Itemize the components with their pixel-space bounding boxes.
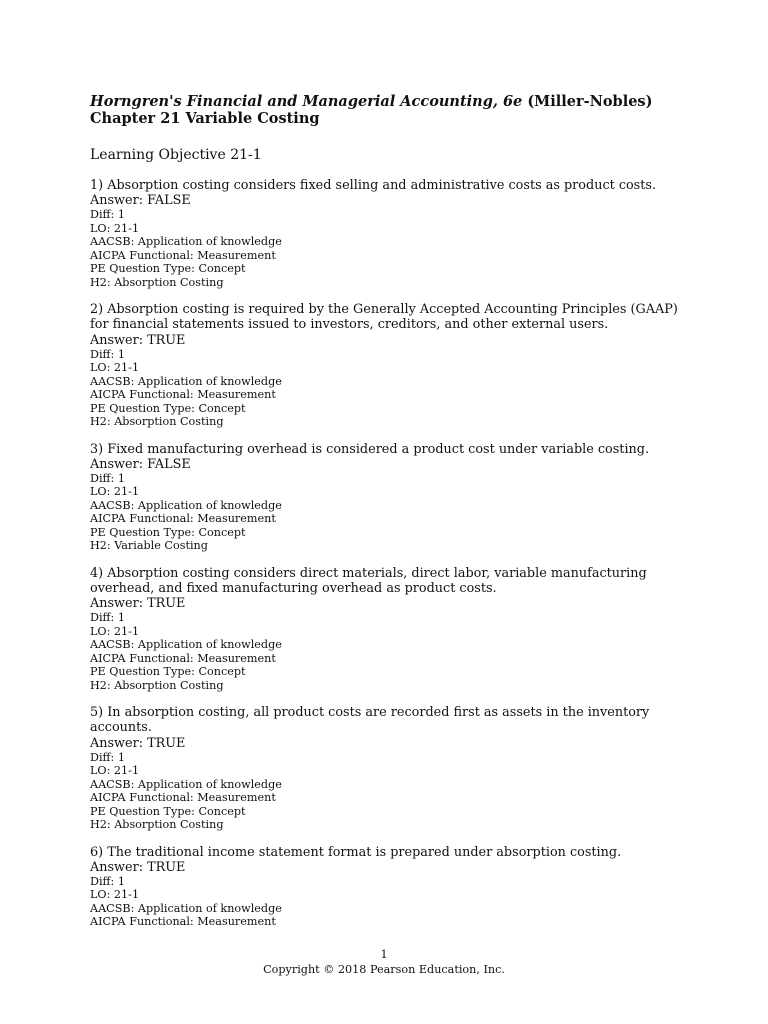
book-title-line: [90, 93, 690, 110]
question-answer: Answer: FALSE: [90, 456, 191, 472]
question-meta-line: H2: Absorption Costing: [90, 275, 224, 289]
question-text: 2) Absorption costing is required by the Generally Accepted Accounting Principles (GAAP) for financial statements issued to investors, creditors, and other external users.: [90, 302, 678, 333]
question-meta-line: Diff: 1: [90, 471, 125, 485]
question-meta-line: PE Question Type: Concept: [90, 525, 246, 539]
question-meta-line: H2: Absorption Costing: [90, 415, 224, 429]
question-meta-line: AACSB: Application of knowledge: [90, 901, 282, 915]
question-text: 4) Absorption costing considers direct materials, direct labor, variable manufacturing overhead, and fixed manufacturing overhead as product costs.: [90, 565, 647, 597]
question-meta-line: PE Question Type: Concept: [90, 804, 246, 818]
question-meta-line: Diff: 1: [90, 611, 125, 625]
question-meta-line: AICPA Functional: Measurement: [90, 512, 276, 526]
question-item: [90, 442, 690, 553]
page-number: 1: [380, 948, 388, 961]
question-text: 5) In absorption costing, all product costs are recorded first as assets in the inventory accounts.: [90, 705, 650, 736]
question-meta-line: Diff: 1: [90, 874, 125, 888]
question-answer: Answer: TRUE: [90, 735, 186, 751]
question-meta-line: LO: 21-1: [90, 888, 140, 902]
question-meta-line: AACSB: Application of knowledge: [90, 638, 282, 652]
book-author: (Miller-Nobles): [522, 93, 653, 110]
question-item: [90, 705, 690, 831]
question-meta-line: AICPA Functional: Measurement: [90, 791, 276, 805]
copyright-notice: Copyright © 2018 Pearson Education, Inc.: [263, 963, 505, 976]
question-meta-line: Diff: 1: [90, 347, 125, 361]
question-meta-line: LO: 21-1: [90, 624, 140, 638]
question-text: 3) Fixed manufacturing overhead is considered a product cost under variable costing.: [90, 441, 650, 457]
question-meta-line: AICPA Functional: Measurement: [90, 388, 276, 402]
question-answer: Answer: TRUE: [90, 859, 186, 875]
question-item: [90, 178, 690, 289]
question-meta-line: PE Question Type: Concept: [90, 665, 246, 679]
question-meta-line: LO: 21-1: [90, 764, 140, 778]
question-meta-line: AICPA Functional: Measurement: [90, 248, 276, 262]
question-item: [90, 845, 690, 929]
question-meta-line: H2: Variable Costing: [90, 539, 208, 553]
question-meta-line: LO: 21-1: [90, 361, 140, 375]
question-meta-line: LO: 21-1: [90, 485, 140, 499]
question-answer: Answer: TRUE: [90, 596, 186, 612]
chapter-title: Chapter 21 Variable Costing: [90, 110, 320, 127]
question-meta-line: H2: Absorption Costing: [90, 818, 224, 832]
question-meta-line: AICPA Functional: Measurement: [90, 651, 276, 665]
question-meta-line: AACSB: Application of knowledge: [90, 498, 282, 512]
document-page: [90, 93, 690, 942]
learning-objective-heading: Learning Objective 21-1: [90, 147, 262, 163]
question-meta-line: AACSB: Application of knowledge: [90, 235, 282, 249]
question-answer: Answer: TRUE: [90, 332, 186, 348]
question-text: 6) The traditional income statement format is prepared under absorption costing.: [90, 844, 622, 860]
question-meta-line: LO: 21-1: [90, 221, 140, 235]
question-meta-line: AACSB: Application of knowledge: [90, 374, 282, 388]
question-item: [90, 566, 690, 692]
question-meta-line: H2: Absorption Costing: [90, 678, 224, 692]
question-list: [90, 178, 690, 929]
question-answer: Answer: FALSE: [90, 193, 191, 209]
book-title: Horngren's Financial and Managerial Accounting, 6e: [90, 93, 523, 110]
question-meta-line: AICPA Functional: Measurement: [90, 915, 276, 929]
question-meta-line: AACSB: Application of knowledge: [90, 777, 282, 791]
question-item: [90, 302, 690, 428]
question-meta-line: PE Question Type: Concept: [90, 401, 246, 415]
question-meta-line: PE Question Type: Concept: [90, 262, 246, 276]
question-text: 1) Absorption costing considers fixed selling and administrative costs as product costs.: [90, 178, 657, 193]
question-meta-line: Diff: 1: [90, 750, 125, 764]
question-meta-line: Diff: 1: [90, 208, 125, 222]
